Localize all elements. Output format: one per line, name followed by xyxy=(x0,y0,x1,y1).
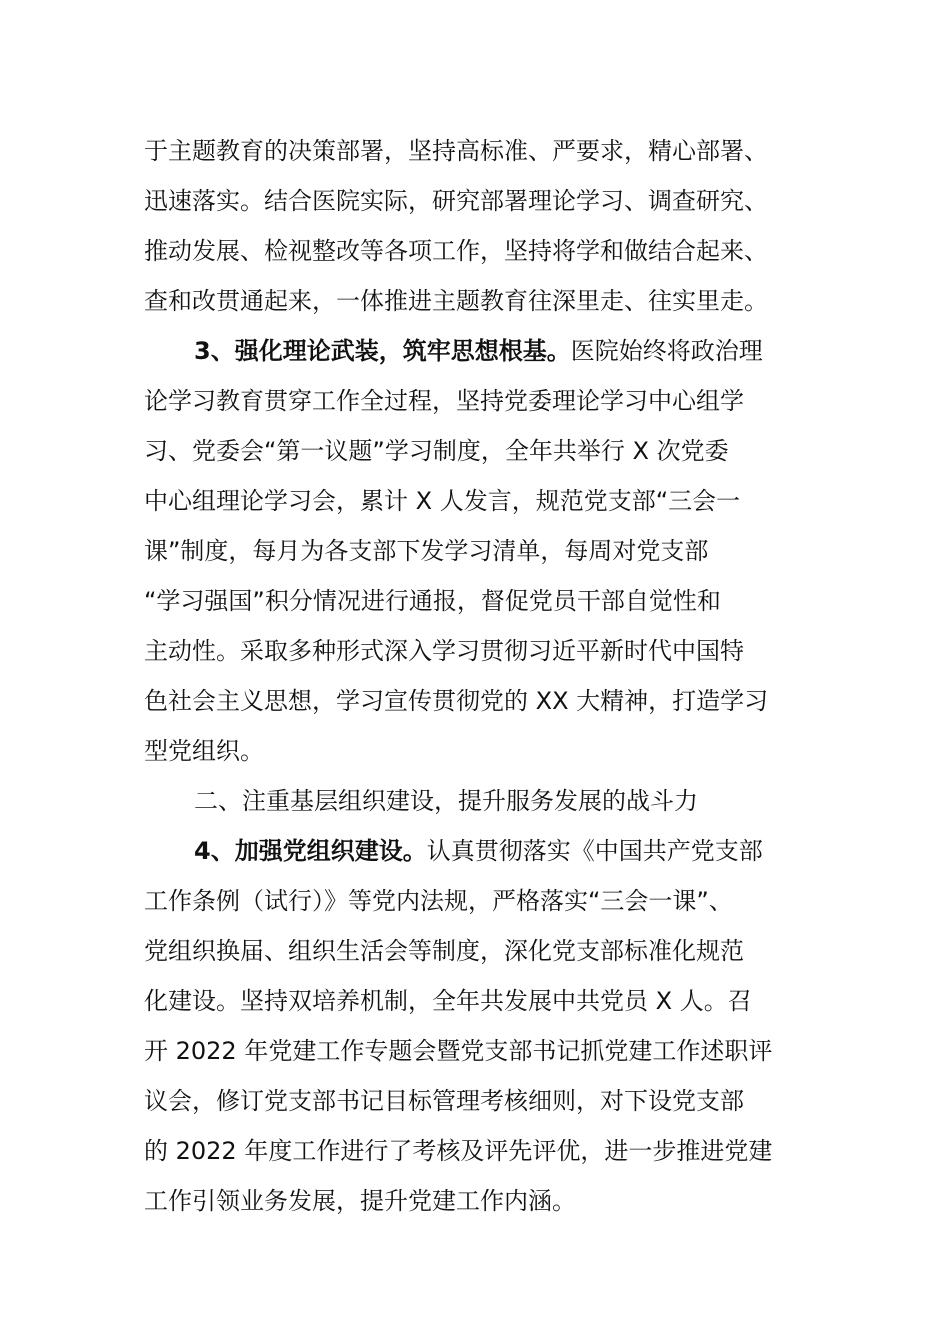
text-line: “学习强国”积分情况进行通报，督促党员干部自觉性和 xyxy=(144,587,721,615)
section-3-line xyxy=(194,326,763,376)
section-2-heading: 二、注重基层组织建设，提升服务发展的战斗力 xyxy=(194,787,698,815)
text-line: 化建设。坚持双培养机制，全年共发展中共党员 X 人。召 xyxy=(144,987,752,1015)
text-line: 开 2022 年党建工作专题会暨党支部书记抓党建工作述职评 xyxy=(144,1037,773,1065)
text-line: 查和改贯通起来，一体推进主题教育往深里走、往实里走。 xyxy=(144,287,768,315)
section-4-text: 认真贯彻落实《中国共产党支部 xyxy=(426,837,763,865)
text-line: 的 2022 年度工作进行了考核及评先评优，进一步推进党建 xyxy=(144,1137,773,1165)
text-line: 课”制度，每月为各支部下发学习清单，每周对党支部 xyxy=(144,537,709,565)
text-line: 议会，修订党支部书记目标管理考核细则，对下设党支部 xyxy=(144,1087,744,1115)
text-line: 中心组理论学习会，累计 X 人发言，规范党支部“三会一 xyxy=(144,487,741,515)
text-line: 色社会主义思想，学习宣传贯彻党的 XX 大精神，打造学习 xyxy=(144,687,769,715)
text-line: 于主题教育的决策部署，坚持高标准、严要求，精心部署、 xyxy=(144,137,768,165)
text-line: 党组织换届、组织生活会等制度，深化党支部标准化规范 xyxy=(144,937,744,965)
text-line: 推动发展、检视整改等各项工作，坚持将学和做结合起来、 xyxy=(144,237,768,265)
section-4-line xyxy=(194,826,763,876)
section-3-heading: 3、强化理论武装，筑牢思想根基。 xyxy=(194,337,571,365)
text-line: 迅速落实。结合医院实际，研究部署理论学习、调查研究、 xyxy=(144,187,768,215)
text-line: 主动性。采取多种形式深入学习贯彻习近平新时代中国特 xyxy=(144,637,744,665)
text-line: 工作引领业务发展，提升党建工作内涵。 xyxy=(144,1187,576,1215)
text-line: 工作条例（试行）》等党内法规，严格落实“三会一课”、 xyxy=(144,887,733,915)
text-line: 型党组织。 xyxy=(144,737,264,765)
text-line: 习、党委会“第一议题”学习制度，全年共举行 X 次党委 xyxy=(144,437,729,465)
section-3-text: 医院始终将政治理 xyxy=(570,337,763,365)
text-line: 论学习教育贯穿工作全过程，坚持党委理论学习中心组学 xyxy=(144,387,744,415)
section-4-heading: 4、加强党组织建设。 xyxy=(194,837,427,865)
